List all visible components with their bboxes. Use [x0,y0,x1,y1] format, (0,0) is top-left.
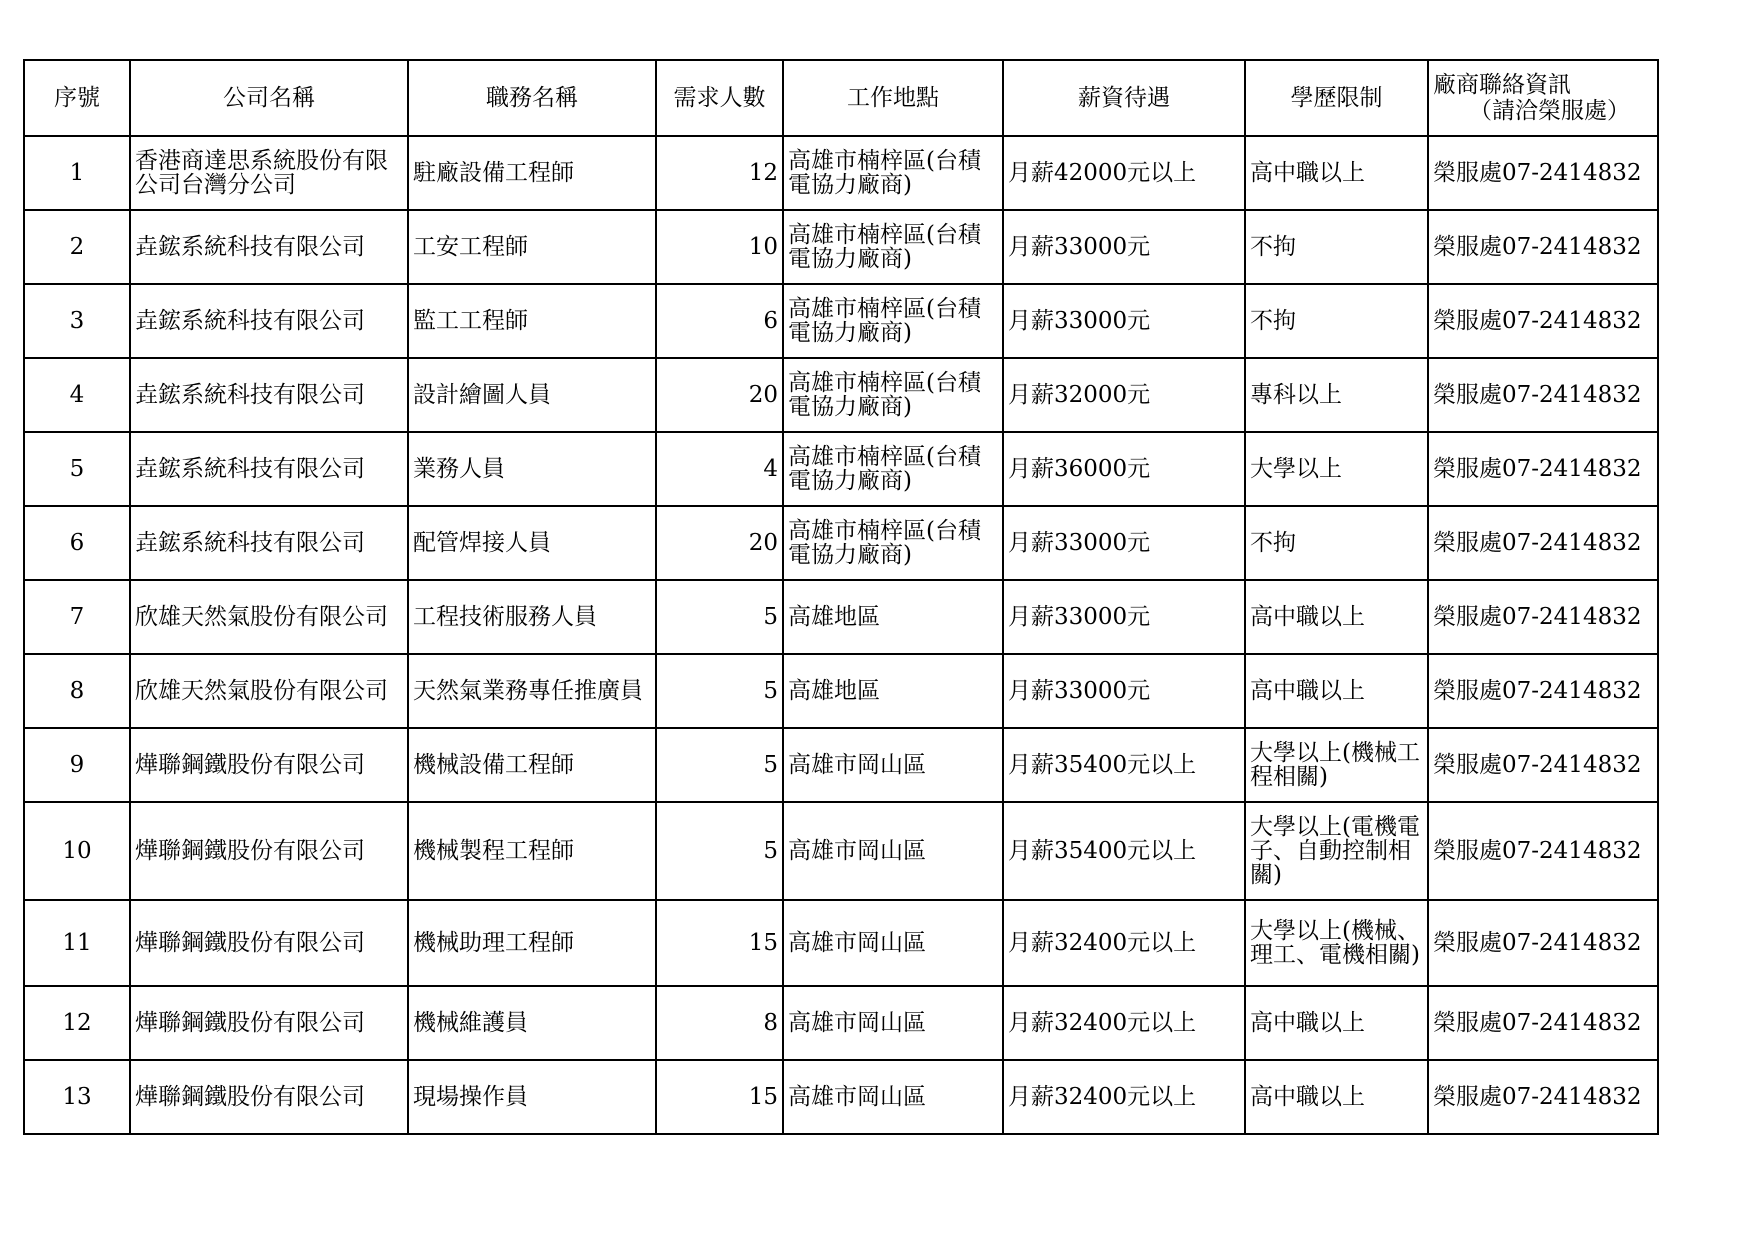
cell-company: 欣雄天然氣股份有限公司 [130,580,408,654]
cell-location: 高雄市岡山區 [783,802,1003,900]
cell-position: 機械設備工程師 [408,728,656,802]
cell-location: 高雄市楠梓區(台積電協力廠商) [783,284,1003,358]
cell-position: 監工工程師 [408,284,656,358]
cell-no: 6 [24,506,130,580]
table-row [24,358,1658,432]
cell-contact: 榮服處07-2414832 [1428,210,1658,284]
cell-education: 大學以上(機械工程相關) [1245,728,1428,802]
cell-company: 垚鋐系統科技有限公司 [130,284,408,358]
cell-location: 高雄市楠梓區(台積電協力廠商) [783,432,1003,506]
cell-salary: 月薪33000元 [1003,284,1245,358]
job-listing-table [23,59,1659,1135]
cell-company: 垚鋐系統科技有限公司 [130,210,408,284]
cell-company: 燁聯鋼鐵股份有限公司 [130,728,408,802]
cell-company: 垚鋐系統科技有限公司 [130,506,408,580]
cell-location: 高雄市楠梓區(台積電協力廠商) [783,506,1003,580]
cell-count: 20 [656,358,783,432]
cell-count: 4 [656,432,783,506]
cell-contact: 榮服處07-2414832 [1428,358,1658,432]
cell-education: 專科以上 [1245,358,1428,432]
cell-contact: 榮服處07-2414832 [1428,506,1658,580]
cell-salary: 月薪32400元以上 [1003,986,1245,1060]
cell-salary: 月薪33000元 [1003,210,1245,284]
cell-no: 4 [24,358,130,432]
table-body [24,136,1658,1134]
cell-location: 高雄市楠梓區(台積電協力廠商) [783,358,1003,432]
cell-education: 高中職以上 [1245,136,1428,210]
cell-location: 高雄市岡山區 [783,1060,1003,1134]
header-contact [1428,60,1658,136]
cell-company: 垚鋐系統科技有限公司 [130,432,408,506]
cell-location: 高雄市岡山區 [783,900,1003,986]
cell-position: 現場操作員 [408,1060,656,1134]
cell-company: 燁聯鋼鐵股份有限公司 [130,802,408,900]
cell-contact: 榮服處07-2414832 [1428,432,1658,506]
cell-position: 工安工程師 [408,210,656,284]
table-row [24,136,1658,210]
cell-company: 燁聯鋼鐵股份有限公司 [130,900,408,986]
cell-salary: 月薪33000元 [1003,580,1245,654]
header-location: 工作地點 [783,60,1003,136]
cell-education: 高中職以上 [1245,986,1428,1060]
cell-count: 12 [656,136,783,210]
cell-location: 高雄市岡山區 [783,986,1003,1060]
cell-count: 20 [656,506,783,580]
cell-location: 高雄地區 [783,654,1003,728]
cell-count: 5 [656,654,783,728]
table-row [24,728,1658,802]
cell-contact: 榮服處07-2414832 [1428,580,1658,654]
cell-position: 設計繪圖人員 [408,358,656,432]
cell-no: 11 [24,900,130,986]
cell-contact: 榮服處07-2414832 [1428,802,1658,900]
table-row [24,580,1658,654]
table-row [24,432,1658,506]
table-row [24,284,1658,358]
table-row [24,900,1658,986]
cell-position: 業務人員 [408,432,656,506]
cell-location: 高雄地區 [783,580,1003,654]
cell-contact: 榮服處07-2414832 [1428,284,1658,358]
cell-no: 12 [24,986,130,1060]
cell-position: 天然氣業務專任推廣員 [408,654,656,728]
cell-salary: 月薪33000元 [1003,654,1245,728]
cell-education: 高中職以上 [1245,1060,1428,1134]
header-contact-line1: 廠商聯絡資訊 [1433,72,1571,98]
cell-count: 6 [656,284,783,358]
cell-company: 燁聯鋼鐵股份有限公司 [130,986,408,1060]
cell-education: 不拘 [1245,210,1428,284]
table-row [24,802,1658,900]
table-row [24,654,1658,728]
header-education: 學歷限制 [1245,60,1428,136]
table-row [24,1060,1658,1134]
cell-contact: 榮服處07-2414832 [1428,900,1658,986]
cell-no: 1 [24,136,130,210]
table-row [24,210,1658,284]
cell-no: 5 [24,432,130,506]
cell-no: 3 [24,284,130,358]
cell-location: 高雄市楠梓區(台積電協力廠商) [783,210,1003,284]
cell-position: 機械製程工程師 [408,802,656,900]
cell-salary: 月薪35400元以上 [1003,728,1245,802]
cell-count: 15 [656,1060,783,1134]
cell-salary: 月薪32400元以上 [1003,900,1245,986]
cell-no: 8 [24,654,130,728]
cell-company: 香港商達思系統股份有限公司台灣分公司 [130,136,408,210]
cell-company: 燁聯鋼鐵股份有限公司 [130,1060,408,1134]
header-salary: 薪資待遇 [1003,60,1245,136]
cell-count: 5 [656,802,783,900]
header-row [24,60,1658,136]
cell-position: 配管焊接人員 [408,506,656,580]
cell-company: 欣雄天然氣股份有限公司 [130,654,408,728]
cell-salary: 月薪42000元以上 [1003,136,1245,210]
cell-count: 15 [656,900,783,986]
cell-position: 工程技術服務人員 [408,580,656,654]
cell-education: 大學以上 [1245,432,1428,506]
cell-education: 大學以上(機械、理工、電機相關) [1245,900,1428,986]
cell-position: 機械助理工程師 [408,900,656,986]
cell-salary: 月薪32000元 [1003,358,1245,432]
header-count: 需求人數 [656,60,783,136]
cell-contact: 榮服處07-2414832 [1428,136,1658,210]
cell-education: 不拘 [1245,284,1428,358]
cell-contact: 榮服處07-2414832 [1428,654,1658,728]
header-company: 公司名稱 [130,60,408,136]
cell-count: 5 [656,580,783,654]
cell-contact: 榮服處07-2414832 [1428,1060,1658,1134]
cell-education: 大學以上(電機電子、自動控制相關) [1245,802,1428,900]
cell-no: 13 [24,1060,130,1134]
cell-company: 垚鋐系統科技有限公司 [130,358,408,432]
cell-education: 高中職以上 [1245,654,1428,728]
cell-count: 10 [656,210,783,284]
header-contact-line2: （請洽榮服處） [1469,98,1630,124]
cell-no: 2 [24,210,130,284]
cell-salary: 月薪36000元 [1003,432,1245,506]
cell-education: 高中職以上 [1245,580,1428,654]
header-position: 職務名稱 [408,60,656,136]
table-row [24,506,1658,580]
cell-salary: 月薪33000元 [1003,506,1245,580]
cell-salary: 月薪35400元以上 [1003,802,1245,900]
cell-no: 7 [24,580,130,654]
header-no: 序號 [24,60,130,136]
cell-count: 8 [656,986,783,1060]
table-row [24,986,1658,1060]
cell-no: 9 [24,728,130,802]
cell-position: 機械維護員 [408,986,656,1060]
cell-contact: 榮服處07-2414832 [1428,986,1658,1060]
cell-count: 5 [656,728,783,802]
cell-education: 不拘 [1245,506,1428,580]
cell-position: 駐廠設備工程師 [408,136,656,210]
cell-salary: 月薪32400元以上 [1003,1060,1245,1134]
cell-location: 高雄市楠梓區(台積電協力廠商) [783,136,1003,210]
cell-contact: 榮服處07-2414832 [1428,728,1658,802]
cell-no: 10 [24,802,130,900]
cell-location: 高雄市岡山區 [783,728,1003,802]
